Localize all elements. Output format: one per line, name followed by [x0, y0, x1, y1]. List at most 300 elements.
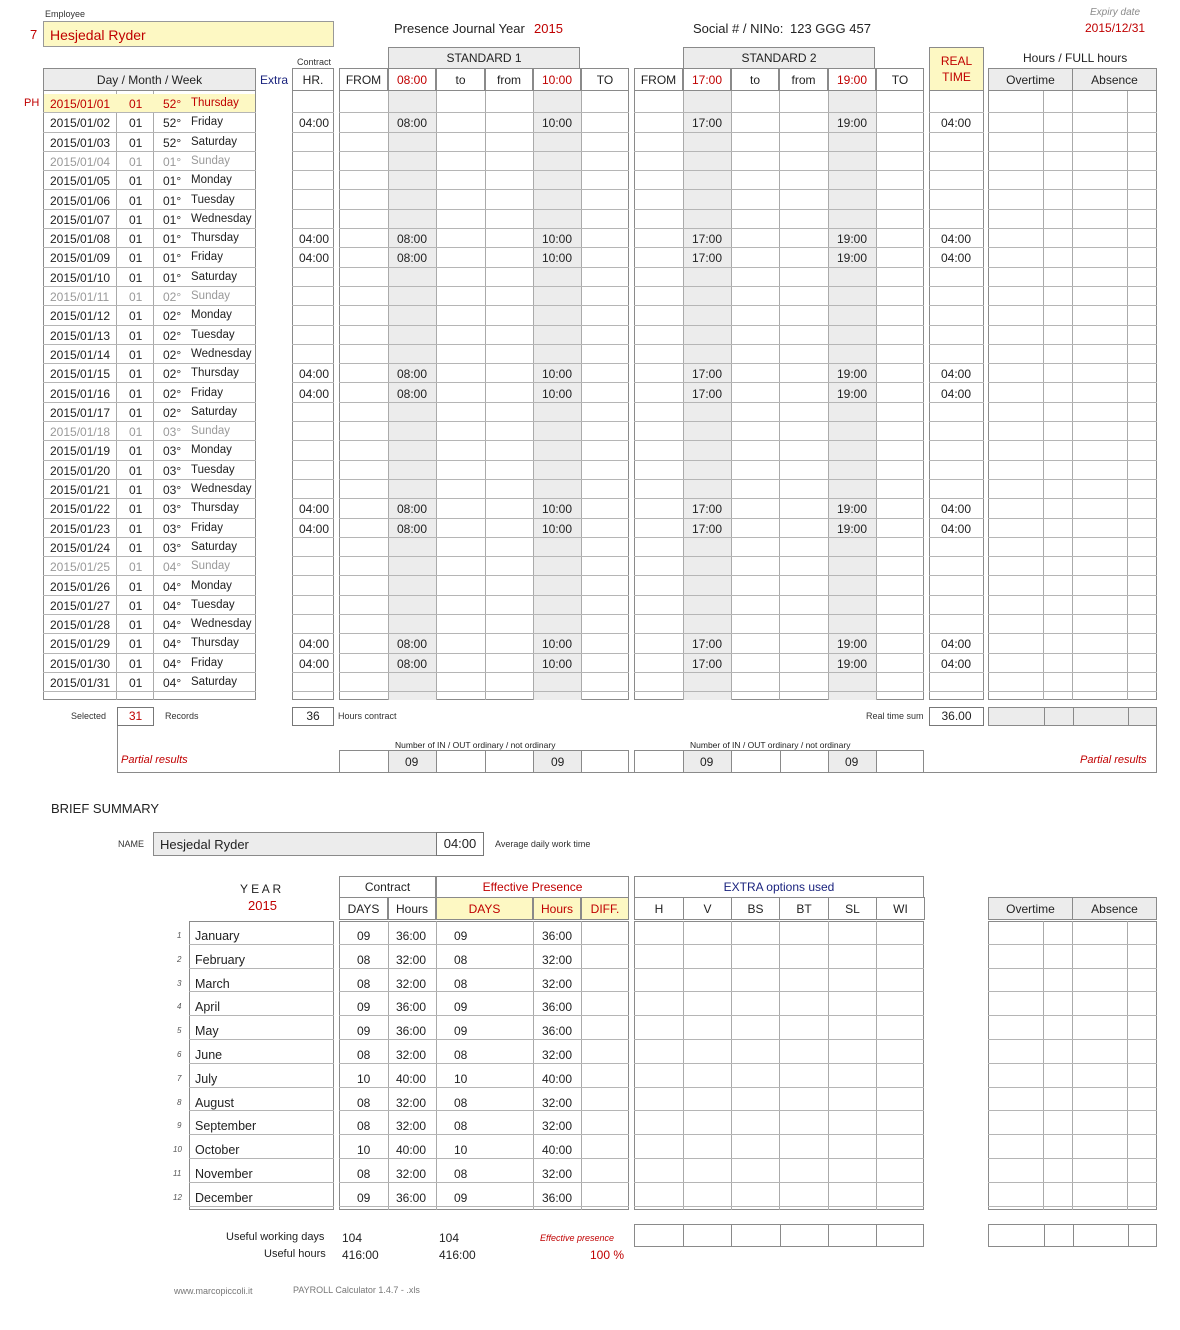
row-day: Saturday	[191, 270, 238, 283]
footer-site[interactable]: www.marcopiccoli.it	[174, 1286, 253, 1296]
row-week: 01°	[163, 154, 182, 169]
row-s1-in[interactable]: 08:00	[397, 502, 428, 517]
row-date: 2015/01/09	[50, 251, 111, 266]
row-day: Monday	[191, 309, 232, 322]
month-eff-hours: 32:00	[542, 976, 573, 991]
col-hours-full: Hours / FULL hours	[1023, 51, 1128, 65]
month-eff-days: 08	[454, 976, 468, 991]
summary-col-overtime: Overtime	[988, 897, 1073, 920]
month-eff-hours: 36:00	[542, 1024, 573, 1039]
row-day: Sunday	[191, 154, 231, 167]
summary-col-absence: Absence	[1072, 897, 1157, 920]
row-s1-in[interactable]: 08:00	[397, 656, 428, 671]
row-s1-out[interactable]: 10:00	[542, 502, 573, 517]
row-s1-in[interactable]: 08:00	[397, 251, 428, 266]
row-month: 01	[129, 656, 143, 671]
row-hr[interactable]: 04:00	[299, 521, 330, 536]
expiry-label: Expiry date	[1090, 7, 1141, 18]
row-separator	[339, 691, 629, 692]
row-separator	[339, 1206, 629, 1207]
row-s2-out[interactable]: 19:00	[837, 367, 868, 382]
row-week: 01°	[163, 193, 182, 208]
month-contract-hours: 32:00	[396, 1167, 427, 1181]
employee-number: 7	[30, 27, 38, 42]
row-s1-in[interactable]: 08:00	[397, 637, 428, 652]
row-day: Thursday	[191, 232, 239, 245]
row-month: 01	[129, 676, 143, 690]
useful-days-label: Useful working days	[226, 1231, 325, 1243]
table-row[interactable]	[0, 615, 1180, 634]
row-date: 2015/01/13	[50, 328, 111, 343]
month-number: 7	[177, 1073, 182, 1083]
table-row[interactable]	[0, 248, 1180, 267]
summary-extra-totals	[634, 1224, 924, 1247]
s1-out-count: 09	[551, 755, 565, 769]
row-date: 2015/01/24	[50, 540, 111, 555]
row-month: 01	[129, 386, 143, 401]
employee-label: Employee	[45, 9, 86, 19]
row-separator	[292, 691, 334, 692]
month-contract-days: 08	[357, 976, 371, 991]
row-s2-in[interactable]: 17:00	[692, 637, 723, 652]
month-eff-hours: 32:00	[542, 1167, 573, 1181]
inout-label-2: Number of IN / OUT ordinary / not ordinary	[690, 740, 851, 750]
row-month: 01	[129, 483, 143, 497]
month-eff-hours: 36:00	[542, 929, 573, 943]
row-month: 01	[129, 270, 143, 285]
row-real-time: 04:00	[941, 251, 972, 266]
month-eff-hours: 32:00	[542, 952, 573, 967]
month-eff-days: 08	[454, 1048, 468, 1062]
row-separator	[189, 1206, 334, 1207]
row-s2-in[interactable]: 17:00	[692, 116, 723, 131]
summary-row	[0, 945, 1180, 969]
row-hr[interactable]: 04:00	[299, 367, 330, 382]
month-contract-hours: 32:00	[396, 1095, 427, 1110]
month-number: 5	[177, 1026, 182, 1036]
month-contract-days: 09	[357, 1190, 371, 1205]
row-s2-out[interactable]: 19:00	[837, 656, 868, 671]
row-day: Friday	[191, 656, 223, 669]
row-s2-in[interactable]: 17:00	[692, 386, 723, 401]
row-month: 01	[129, 290, 143, 304]
selected-label: Selected	[71, 711, 107, 721]
row-day: Monday	[191, 579, 232, 592]
row-date: 2015/01/17	[50, 405, 111, 420]
table-row[interactable]	[0, 133, 1180, 152]
month-contract-hours: 32:00	[396, 952, 427, 967]
row-month: 01	[129, 579, 143, 594]
month-contract-days: 08	[357, 1048, 371, 1062]
row-date: 2015/01/07	[50, 212, 111, 227]
row-week: 04°	[163, 637, 182, 652]
row-date: 2015/01/11	[50, 290, 110, 304]
row-s1-out[interactable]: 10:00	[542, 116, 573, 131]
table-row[interactable]	[0, 113, 1180, 132]
row-week: 03°	[163, 425, 182, 440]
row-day: Friday	[191, 521, 223, 534]
useful-hours-effective: 416:00	[439, 1248, 476, 1262]
row-month: 01	[129, 193, 143, 208]
useful-hours-label: Useful hours	[264, 1248, 326, 1260]
month-contract-hours: 36:00	[396, 1024, 427, 1039]
table-row[interactable]	[0, 384, 1180, 403]
row-date: 2015/01/30	[50, 656, 111, 671]
row-day: Saturday	[191, 405, 238, 418]
row-s1-in[interactable]: 08:00	[397, 521, 428, 536]
row-s1-out[interactable]: 10:00	[542, 386, 573, 401]
row-separator	[634, 691, 924, 692]
row-separator	[43, 691, 256, 692]
partial-results-right: Partial results	[1080, 754, 1147, 766]
s2-in-count: 09	[700, 755, 714, 769]
row-day: Friday	[191, 251, 223, 264]
table-row[interactable]	[0, 499, 1180, 518]
row-month: 01	[129, 309, 143, 324]
summary-row	[0, 1111, 1180, 1135]
real-time-sum-label: Real time sum	[866, 711, 924, 721]
summary-ot-abs-totals	[988, 1224, 1157, 1247]
row-week: 01°	[163, 251, 182, 266]
row-s2-in[interactable]: 17:00	[692, 232, 723, 247]
summary-year-label: Y E A R	[240, 882, 282, 896]
row-hr[interactable]: 04:00	[299, 502, 330, 517]
row-separator	[988, 1206, 1157, 1207]
month-eff-hours: 40:00	[542, 1071, 573, 1086]
month-contract-hours: 36:00	[396, 929, 427, 943]
row-day: Wednesday	[191, 347, 252, 360]
table-row[interactable]	[0, 287, 1180, 306]
row-s2-out[interactable]: 19:00	[837, 386, 868, 401]
month-eff-days: 09	[454, 1000, 468, 1015]
row-real-time: 04:00	[941, 502, 972, 517]
month-contract-hours: 36:00	[396, 1190, 427, 1205]
month-number: 9	[177, 1121, 182, 1131]
row-month: 01	[129, 212, 143, 227]
summary-col-extra-bs: BS	[731, 897, 780, 920]
summary-name-value: Hesjedal Ryder	[160, 837, 249, 852]
row-day: Wednesday	[191, 483, 252, 495]
eff-presence-label: Effective presence	[540, 1233, 615, 1243]
month-contract-hours: 32:00	[396, 976, 427, 991]
row-week: 02°	[163, 309, 182, 324]
row-week: 02°	[163, 328, 182, 343]
month-eff-hours: 32:00	[542, 1095, 573, 1110]
table-row[interactable]	[0, 229, 1180, 248]
row-hr[interactable]: 04:00	[299, 116, 330, 131]
summary-extra-header: EXTRA options used	[634, 876, 924, 898]
table-row[interactable]	[0, 422, 1180, 441]
month-name: March	[195, 976, 230, 991]
month-eff-hours: 32:00	[542, 1119, 573, 1134]
table-row[interactable]	[0, 441, 1180, 460]
col-overtime: Overtime	[988, 68, 1073, 91]
row-hr[interactable]: 04:00	[299, 251, 330, 266]
row-date: 2015/01/28	[50, 618, 111, 633]
row-month: 01	[129, 425, 143, 440]
month-name: June	[195, 1048, 223, 1062]
row-day: Friday	[191, 386, 223, 399]
row-s1-out[interactable]: 10:00	[542, 367, 573, 382]
summary-row	[0, 1183, 1180, 1207]
month-name: November	[195, 1167, 253, 1181]
month-eff-days: 10	[454, 1143, 468, 1158]
month-name: October	[195, 1143, 240, 1158]
row-day: Monday	[191, 174, 232, 187]
row-date: 2015/01/16	[50, 386, 111, 401]
row-hr[interactable]: 04:00	[299, 386, 330, 401]
row-s2-in[interactable]: 17:00	[692, 367, 723, 382]
month-contract-hours: 32:00	[396, 1048, 427, 1062]
row-month: 01	[129, 328, 143, 343]
month-number: 2	[177, 954, 182, 964]
row-s1-out[interactable]: 10:00	[542, 521, 573, 536]
useful-days-contract: 104	[342, 1231, 363, 1245]
table-row[interactable]	[0, 268, 1180, 287]
row-hr[interactable]: 04:00	[299, 232, 330, 247]
table-row[interactable]	[0, 577, 1180, 596]
month-number: 10	[173, 1145, 182, 1155]
row-date: 2015/01/19	[50, 444, 111, 459]
inout-counts-s1	[339, 750, 629, 773]
row-month: 01	[129, 502, 143, 517]
row-day: Thursday	[191, 637, 239, 650]
table-row[interactable]	[0, 152, 1180, 171]
row-week: 03°	[163, 444, 182, 459]
row-day: Sunday	[191, 560, 231, 573]
row-month: 01	[129, 174, 143, 189]
row-month: 01	[129, 116, 143, 131]
row-day: Monday	[191, 444, 232, 457]
standard1-header: STANDARD 1	[388, 47, 580, 69]
row-week: 03°	[163, 502, 182, 517]
row-s2-out[interactable]: 19:00	[837, 232, 868, 247]
col-from1b: from	[485, 68, 533, 91]
row-day: Friday	[191, 116, 223, 129]
row-month: 01	[129, 367, 143, 382]
table-row[interactable]	[0, 326, 1180, 345]
col-hr: HR.	[292, 68, 334, 91]
summary-effective-header: Effective Presence	[436, 876, 629, 898]
row-date: 2015/01/12	[50, 309, 111, 324]
table-row[interactable]	[0, 673, 1180, 692]
col-from1: FROM	[339, 68, 388, 91]
row-s1-in[interactable]: 08:00	[397, 232, 428, 247]
summary-year-value: 2015	[248, 898, 277, 913]
month-eff-hours: 32:00	[542, 1048, 573, 1062]
row-s2-in[interactable]: 17:00	[692, 656, 723, 671]
row-date: 2015/01/31	[50, 676, 111, 690]
summary-col-diff: DIFF.	[581, 897, 629, 920]
selected-value: 31	[117, 707, 154, 726]
row-month: 01	[129, 598, 143, 613]
row-date: 2015/01/04	[50, 154, 111, 169]
social-label: Social # / NINo:	[693, 21, 784, 36]
row-date: 2015/01/06	[50, 193, 111, 208]
row-date: 2015/01/15	[50, 367, 111, 382]
row-s1-out[interactable]: 10:00	[542, 251, 573, 266]
row-day: Wednesday	[191, 212, 252, 225]
row-s2-out[interactable]: 19:00	[837, 502, 868, 517]
summary-col-days: DAYS	[339, 897, 388, 920]
month-contract-days: 10	[357, 1143, 371, 1158]
eff-presence-value: 100 %	[590, 1248, 625, 1262]
social-value: 123 GGG 457	[790, 21, 871, 36]
table-row[interactable]	[0, 191, 1180, 210]
summary-title: BRIEF SUMMARY	[51, 801, 160, 816]
row-date: 2015/01/27	[50, 598, 111, 613]
row-date: 2015/01/05	[50, 174, 111, 189]
month-eff-days: 08	[454, 1095, 468, 1110]
month-name: August	[195, 1095, 234, 1110]
standard2-header: STANDARD 2	[683, 47, 875, 69]
col-to2: to	[731, 68, 779, 91]
table-row[interactable]	[0, 634, 1180, 653]
row-date: 2015/01/25	[50, 560, 111, 575]
row-s1-out[interactable]: 10:00	[542, 232, 573, 247]
row-s2-in[interactable]: 17:00	[692, 502, 723, 517]
row-s2-out[interactable]: 19:00	[837, 116, 868, 131]
summary-col-eff-days: DAYS	[436, 897, 533, 920]
hours-contract-label: Hours contract	[338, 711, 397, 721]
row-day: Tuesday	[191, 598, 235, 611]
month-name: May	[195, 1024, 219, 1039]
col-in1: 08:00	[388, 68, 436, 91]
row-week: 02°	[163, 386, 182, 401]
row-week: 01°	[163, 270, 182, 285]
table-row[interactable]	[0, 364, 1180, 383]
row-day: Tuesday	[191, 328, 235, 341]
row-s1-out[interactable]: 10:00	[542, 656, 573, 671]
row-real-time: 04:00	[941, 386, 972, 401]
col-extra: Extra	[260, 73, 289, 87]
row-date: 2015/01/22	[50, 502, 111, 517]
row-s2-out[interactable]: 19:00	[837, 637, 868, 652]
table-row[interactable]	[0, 519, 1180, 538]
row-date: 2015/01/03	[50, 135, 111, 150]
row-month: 01	[129, 463, 143, 478]
month-number: 8	[177, 1097, 182, 1107]
row-month: 01	[129, 135, 143, 150]
summary-avg-label: Average daily work time	[495, 839, 591, 849]
row-month: 01	[129, 347, 143, 362]
row-week: 03°	[163, 483, 182, 497]
row-s1-in[interactable]: 08:00	[397, 367, 428, 382]
month-name: January	[195, 929, 240, 943]
col-out2: 19:00	[828, 68, 876, 91]
row-date: 2015/01/02	[50, 116, 111, 131]
month-eff-days: 09	[454, 929, 468, 943]
table-row[interactable]	[0, 306, 1180, 325]
summary-col-hours: Hours	[388, 897, 436, 920]
row-month: 01	[129, 154, 143, 169]
col-in2: 17:00	[683, 68, 731, 91]
month-contract-days: 09	[357, 1024, 371, 1039]
row-hr[interactable]: 04:00	[299, 637, 330, 652]
table-row[interactable]	[0, 345, 1180, 364]
table-row[interactable]	[0, 654, 1180, 673]
month-contract-hours: 40:00	[396, 1143, 427, 1158]
table-row[interactable]	[0, 480, 1180, 499]
row-s2-out[interactable]: 19:00	[837, 251, 868, 266]
month-number: 6	[177, 1050, 182, 1059]
table-row[interactable]	[0, 461, 1180, 480]
month-eff-days: 10	[454, 1071, 468, 1086]
row-date: 2015/01/20	[50, 463, 111, 478]
row-day: Thursday	[191, 367, 239, 380]
row-day: Tuesday	[191, 193, 235, 206]
row-week: 01°	[163, 174, 182, 189]
table-row[interactable]	[0, 94, 1180, 113]
row-month: 01	[129, 540, 143, 555]
row-week: 52°	[163, 135, 182, 150]
table-row[interactable]	[0, 210, 1180, 229]
row-s2-in[interactable]: 17:00	[692, 251, 723, 266]
row-week: 04°	[163, 676, 182, 690]
row-s1-in[interactable]: 08:00	[397, 116, 428, 131]
row-date: 2015/01/08	[50, 232, 111, 247]
month-eff-hours: 36:00	[542, 1000, 573, 1015]
expiry-value: 2015/12/31	[1085, 21, 1146, 35]
summary-row	[0, 969, 1180, 993]
summary-col-eff-hours: Hours	[533, 897, 581, 920]
row-s1-in[interactable]: 08:00	[397, 386, 428, 401]
month-name: July	[195, 1071, 218, 1086]
row-s2-in[interactable]: 17:00	[692, 521, 723, 536]
row-s1-out[interactable]: 10:00	[542, 637, 573, 652]
row-month: 01	[129, 560, 143, 575]
table-row[interactable]	[0, 538, 1180, 557]
summary-contract-header: Contract	[339, 876, 436, 898]
row-s2-out[interactable]: 19:00	[837, 521, 868, 536]
table-row[interactable]	[0, 596, 1180, 615]
col-TO2: TO	[876, 68, 924, 91]
row-week: 01°	[163, 212, 182, 227]
row-hr[interactable]: 04:00	[299, 656, 330, 671]
employee-name: Hesjedal Ryder	[50, 27, 146, 43]
summary-name-field[interactable]	[153, 832, 437, 856]
month-name: September	[195, 1119, 257, 1134]
row-week: 52°	[163, 97, 182, 111]
month-eff-days: 08	[454, 1167, 468, 1181]
summary-row	[0, 992, 1180, 1016]
row-date: 2015/01/01	[50, 97, 111, 111]
summary-row	[0, 1064, 1180, 1088]
partial-frame-right	[1156, 726, 1157, 773]
row-date: 2015/01/10	[50, 270, 111, 285]
row-month: 01	[129, 444, 143, 459]
month-contract-days: 08	[357, 1119, 371, 1134]
month-contract-days: 08	[357, 952, 371, 967]
summary-row	[0, 1135, 1180, 1159]
month-contract-days: 09	[357, 929, 371, 943]
col-day-month-week: Day / Month / Week	[43, 68, 256, 91]
row-real-time: 04:00	[941, 637, 972, 652]
table-row[interactable]	[0, 171, 1180, 190]
row-month: 01	[129, 521, 143, 536]
summary-col-extra-bt: BT	[779, 897, 829, 920]
useful-days-effective: 104	[439, 1231, 460, 1245]
month-contract-hours: 36:00	[396, 1000, 427, 1015]
row-day: Thursday	[191, 97, 239, 109]
table-row[interactable]	[0, 403, 1180, 422]
month-eff-hours: 40:00	[542, 1143, 573, 1158]
row-week: 01°	[163, 232, 182, 247]
row-week: 04°	[163, 656, 182, 671]
table-row[interactable]	[0, 557, 1180, 576]
month-contract-days: 08	[357, 1095, 371, 1110]
row-separator	[988, 691, 1157, 692]
